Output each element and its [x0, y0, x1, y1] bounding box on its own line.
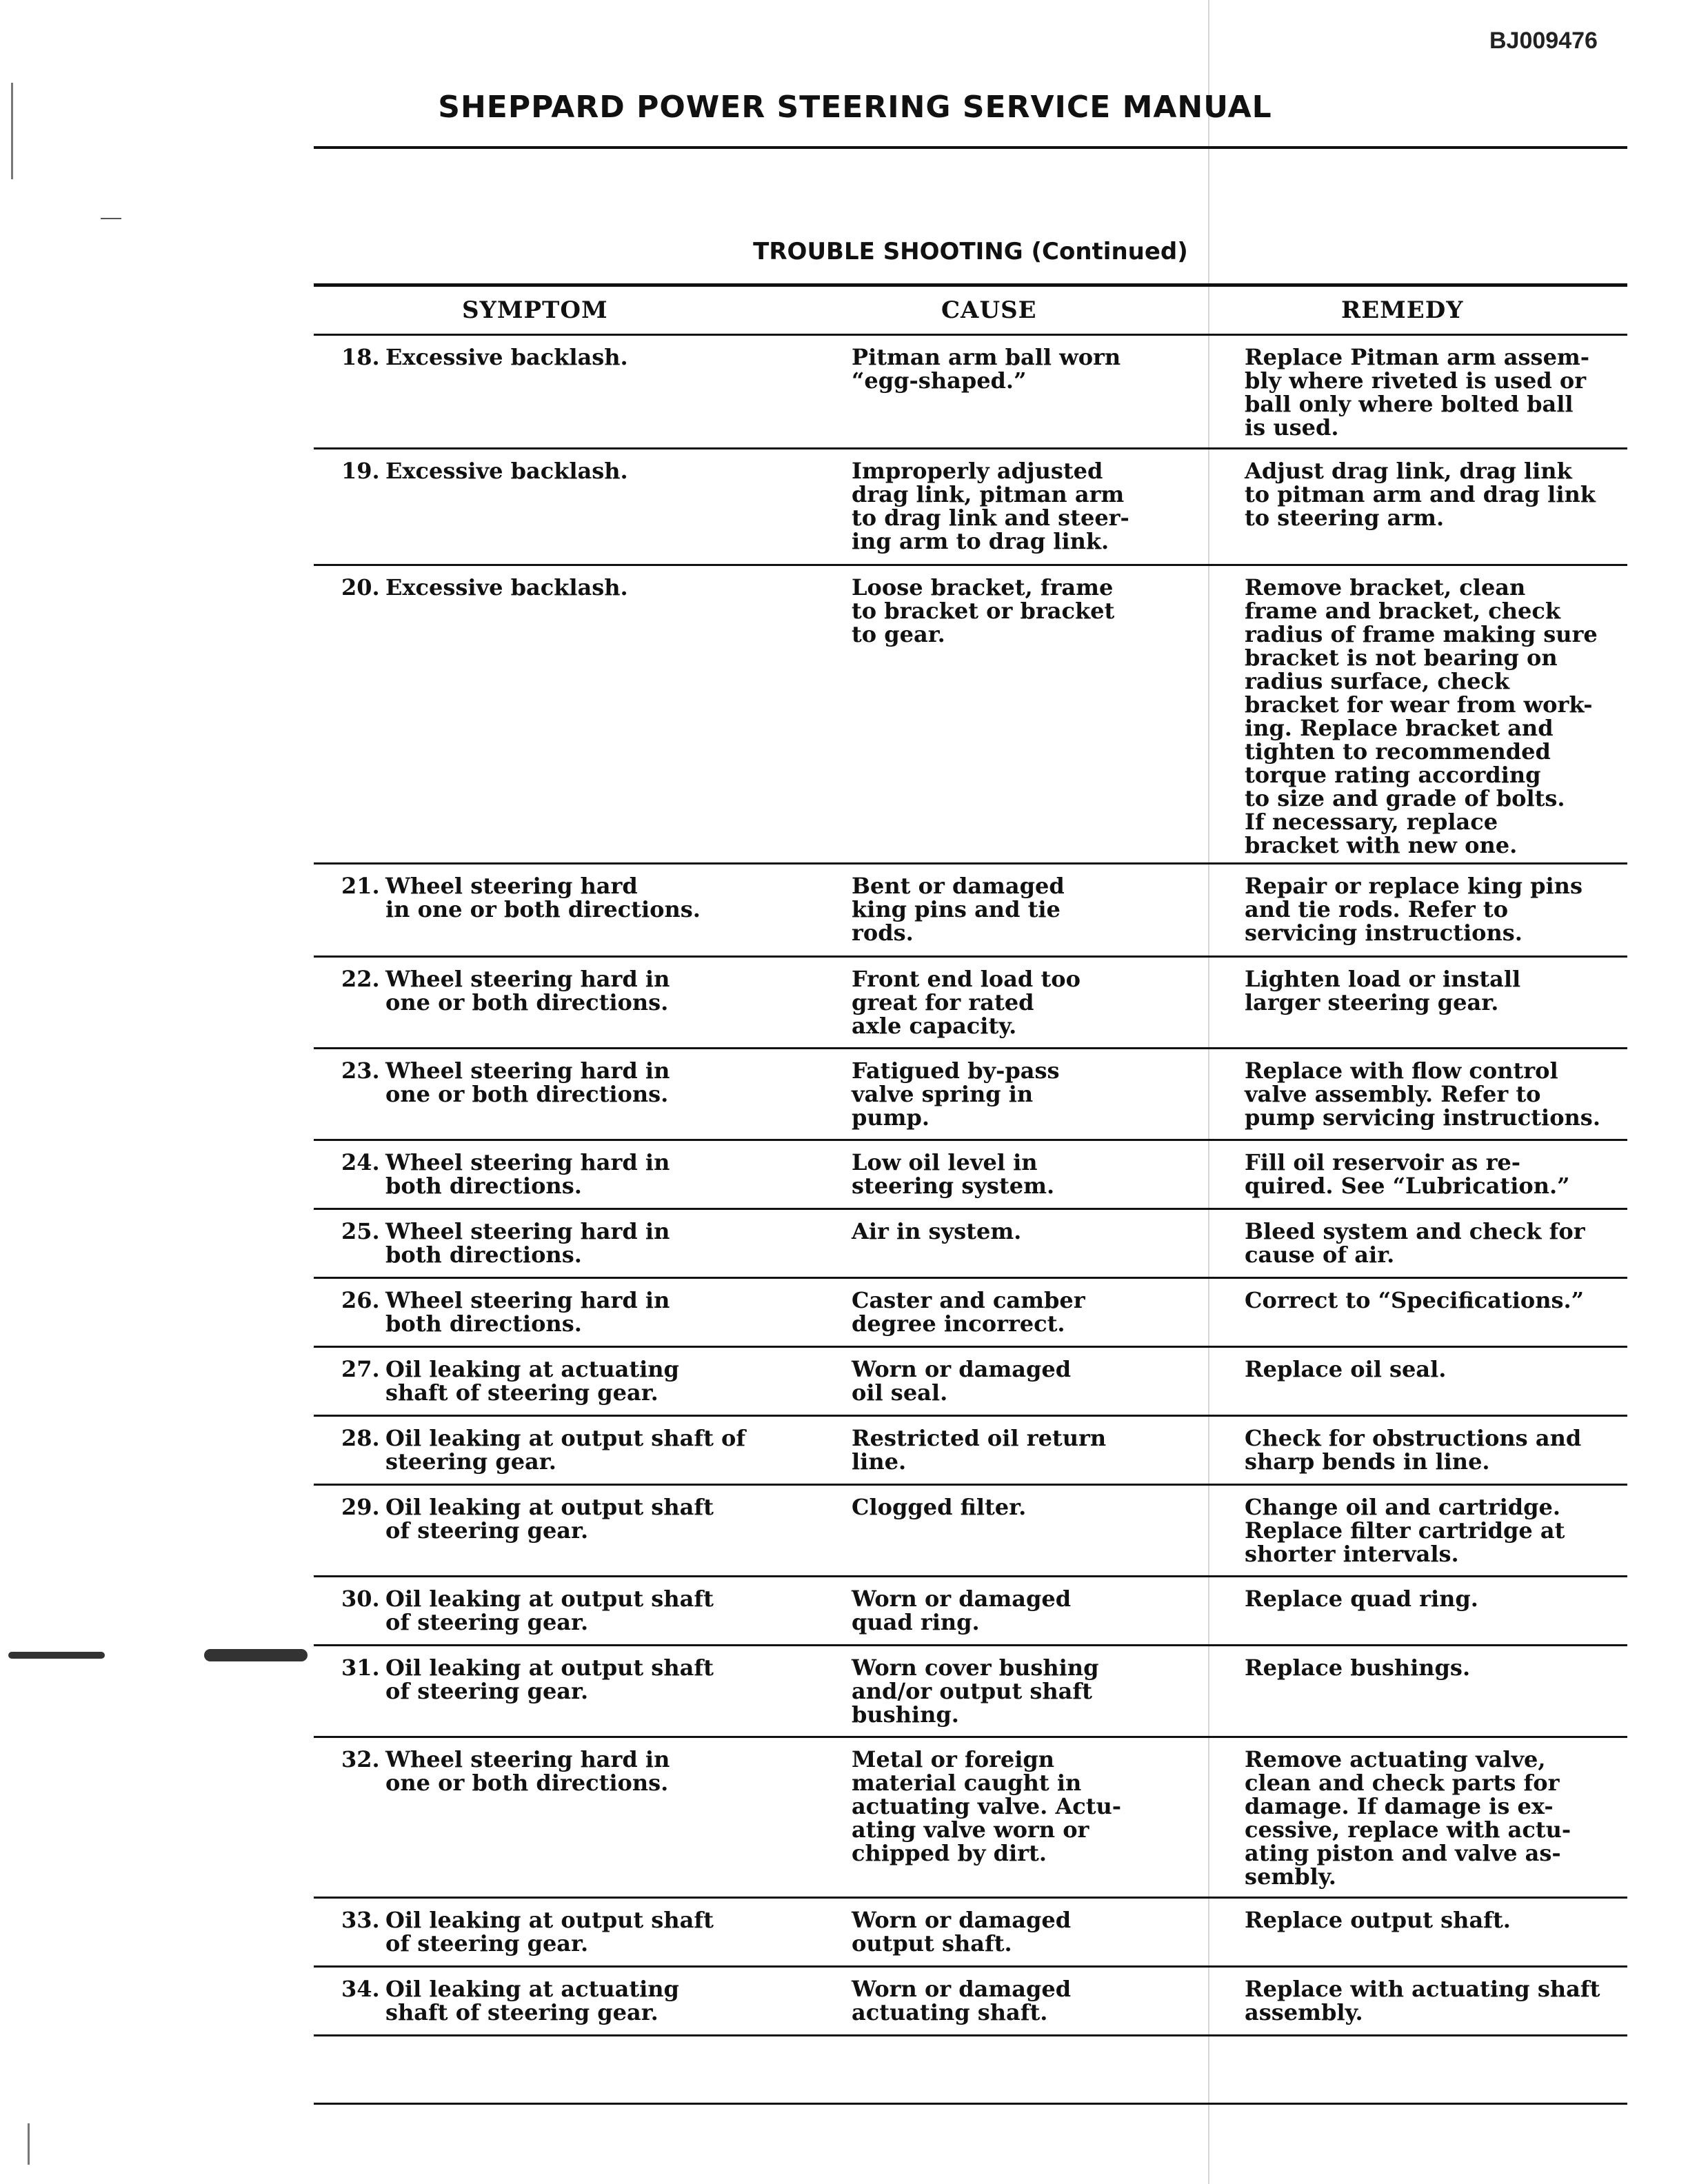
- row-number: 27.: [341, 1356, 380, 1382]
- symptom-cell: Oil leaking at output shaft of steering gear.: [385, 1494, 714, 1544]
- symptom-cell: Oil leaking at output shaft of steering gear.: [385, 1586, 714, 1635]
- remedy-cell: Replace quad ring.: [1245, 1586, 1478, 1612]
- cause-cell: Loose bracket, frame to bracket or bracket to gear.: [852, 574, 1115, 647]
- remedy-cell: Repair or replace king pins and tie rods. Refer to servicing instructions.: [1245, 873, 1582, 946]
- remedy-cell: Replace with flow control valve assembly. Refer to pump servicing instructions.: [1245, 1058, 1600, 1131]
- symptom-cell: Wheel steering hard in one or both directions.: [385, 966, 670, 1015]
- remedy-cell: Replace with actuating shaft assembly.: [1245, 1976, 1600, 2025]
- cause-cell: Fatigued by-pass valve spring in pump.: [852, 1058, 1060, 1131]
- remedy-cell: Change oil and cartridge. Replace filter cartridge at shorter intervals.: [1245, 1494, 1565, 1567]
- symptom-cell: Wheel steering hard in one or both directions.: [385, 1058, 670, 1107]
- cause-cell: Worn or damaged output shaft.: [852, 1907, 1072, 1957]
- symptom-cell: Wheel steering hard in both directions.: [385, 1287, 670, 1337]
- cause-cell: Metal or foreign material caught in actuating valve. Actu- ating valve worn or chipped by dirt.: [852, 1746, 1122, 1866]
- cause-cell: Worn or damaged actuating shaft.: [852, 1976, 1072, 2025]
- cause-cell: Restricted oil return line.: [852, 1425, 1107, 1475]
- remedy-cell: Replace Pitman arm assem- bly where riveted is used or ball only where bolted ball is used.: [1245, 344, 1590, 441]
- table-row: [314, 1486, 1627, 1577]
- remedy-cell: Bleed system and check for cause of air.: [1245, 1218, 1585, 1268]
- cause-cell: Air in system.: [852, 1218, 1022, 1244]
- remedy-cell: Replace oil seal.: [1245, 1356, 1447, 1382]
- edge-mark: [11, 83, 13, 179]
- cause-cell: Bent or damaged king pins and tie rods.: [852, 873, 1065, 946]
- cause-cell: Improperly adjusted drag link, pitman arm to drag link and steer- ing arm to drag link.: [852, 458, 1129, 554]
- row-number: 24.: [341, 1149, 380, 1175]
- cause-cell: Worn or damaged oil seal.: [852, 1356, 1072, 1406]
- remedy-cell: Remove actuating valve, clean and check parts for damage. If damage is ex- cessive, replace with actu- ating piston and valve as- sembly.: [1245, 1746, 1571, 1890]
- remedy-cell: Fill oil reservoir as re- quired. See “Lubrication.”: [1245, 1149, 1570, 1199]
- row-number: 33.: [341, 1907, 380, 1933]
- column-header-remedy: REMEDY: [1341, 296, 1464, 324]
- row-number: 32.: [341, 1746, 380, 1772]
- cause-cell: Low oil level in steering system.: [852, 1149, 1055, 1199]
- symptom-cell: Oil leaking at output shaft of steering gear.: [385, 1655, 714, 1704]
- row-number: 20.: [341, 574, 380, 600]
- symptom-cell: Oil leaking at actuating shaft of steering gear.: [385, 1976, 679, 2025]
- row-number: 26.: [341, 1287, 380, 1313]
- remedy-cell: Remove bracket, clean frame and bracket, check radius of frame making sure bracket is not bearing on radius surface, check bracket for wear from work- ing. Replace bracket and tighten to recommended torque rating according to size and grade of bolts. If necessary, replace bracket with new one.: [1245, 574, 1598, 858]
- symptom-cell: Excessive backlash.: [385, 344, 628, 370]
- remedy-cell: Correct to “Specifications.”: [1245, 1287, 1585, 1313]
- row-number: 31.: [341, 1655, 380, 1681]
- table-row: [314, 1417, 1627, 1486]
- symptom-cell: Oil leaking at output shaft of steering gear.: [385, 1907, 714, 1957]
- table-row: [314, 566, 1627, 865]
- document-id: BJ009476: [1489, 28, 1598, 54]
- table-row: [314, 1279, 1627, 1348]
- row-number: 34.: [341, 1976, 380, 2002]
- symptom-cell: Wheel steering hard in both directions.: [385, 1218, 670, 1268]
- row-number: 22.: [341, 966, 380, 992]
- row-number: 23.: [341, 1058, 380, 1084]
- cause-cell: Pitman arm ball worn “egg-shaped.”: [852, 344, 1121, 394]
- manual-title: SHEPPARD POWER STEERING SERVICE MANUAL: [438, 90, 1272, 125]
- row-number: 21.: [341, 873, 380, 899]
- symptom-cell: Wheel steering hard in both directions.: [385, 1149, 670, 1199]
- cause-cell: Caster and camber degree incorrect.: [852, 1287, 1085, 1337]
- row-number: 29.: [341, 1494, 380, 1520]
- table-row: [314, 1738, 1627, 1899]
- title-rule: [314, 146, 1627, 149]
- symptom-cell: Wheel steering hard in one or both directions.: [385, 873, 701, 922]
- table-row: [314, 865, 1627, 958]
- table-row: [314, 1049, 1627, 1141]
- table-row: [314, 1968, 1627, 2036]
- symptom-cell: Excessive backlash.: [385, 574, 628, 600]
- symptom-cell: Wheel steering hard in one or both directions.: [385, 1746, 670, 1796]
- header-top-rule: [314, 283, 1627, 287]
- symptom-cell: Oil leaking at actuating shaft of steering gear.: [385, 1356, 679, 1406]
- remedy-cell: Replace bushings.: [1245, 1655, 1471, 1681]
- cause-cell: Worn or damaged quad ring.: [852, 1586, 1072, 1635]
- remedy-cell: Replace output shaft.: [1245, 1907, 1511, 1933]
- column-header-symptom: SYMPTOM: [462, 296, 608, 324]
- symptom-cell: Oil leaking at output shaft of steering gear.: [385, 1425, 746, 1475]
- binding-hole-mark: [204, 1649, 308, 1661]
- row-number: 18.: [341, 344, 380, 370]
- table-row: [314, 1210, 1627, 1279]
- edge-mark: [28, 2123, 30, 2165]
- row-number: 30.: [341, 1586, 380, 1612]
- table-row: [314, 1141, 1627, 1210]
- row-number: 25.: [341, 1218, 380, 1244]
- cause-cell: Clogged filter.: [852, 1494, 1027, 1520]
- symptom-cell: Excessive backlash.: [385, 458, 628, 484]
- row-number: 28.: [341, 1425, 380, 1451]
- row-number: 19.: [341, 458, 380, 484]
- table-row: [314, 1577, 1627, 1646]
- table-row: [314, 1646, 1627, 1738]
- remedy-cell: Check for obstructions and sharp bends in line.: [1245, 1425, 1582, 1475]
- footer-rule: [314, 2103, 1627, 2105]
- cause-cell: Front end load too great for rated axle capacity.: [852, 966, 1081, 1039]
- section-title: TROUBLE SHOOTING (Continued): [753, 238, 1188, 265]
- remedy-cell: Lighten load or install larger steering gear.: [1245, 966, 1521, 1015]
- table-row: [314, 449, 1627, 566]
- table-row: [314, 336, 1627, 449]
- table-row: [314, 958, 1627, 1049]
- column-header-cause: CAUSE: [941, 296, 1037, 324]
- table-row: [314, 1899, 1627, 1968]
- cause-cell: Worn cover bushing and/or output shaft bushing.: [852, 1655, 1099, 1728]
- binding-hole-mark: [8, 1652, 105, 1659]
- edge-mark: [101, 218, 121, 219]
- table-row: [314, 1348, 1627, 1417]
- remedy-cell: Adjust drag link, drag link to pitman arm and drag link to steering arm.: [1245, 458, 1596, 531]
